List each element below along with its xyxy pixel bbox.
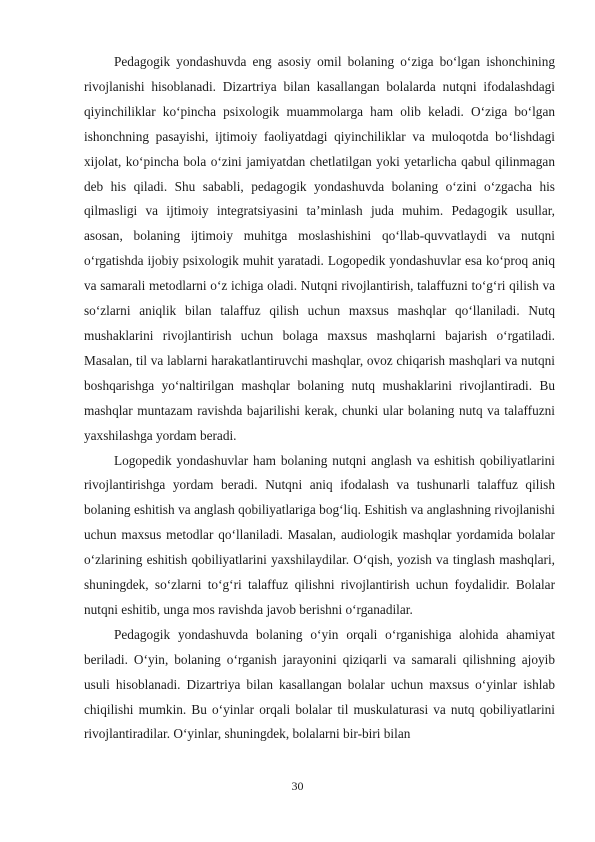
body-text: [84, 50, 555, 747]
paragraph-2: Logopedik yondashuvlar ham bolaning nutqni anglash va eshitish qobiliyatlarini rivojlantirishga yordam beradi. Nutqni aniq ifodalash va tushunarli talaffuz qilish bolaning eshitish va anglash qobiliyatlariga bog‘liq. Eshitish va anglashning rivojlanishi uchun maxsus metodlar qo‘llaniladi. Masalan, audiologik mashqlar yordamida bolalar o‘zlarining eshitish qobiliyatlarini yaxshilaydilar. O‘qish, yozish va tinglash mashqlari, shuningdek, so‘zlarni to‘g‘ri talaffuz qilishni rivojlantirish uchun foydalidir. Bolalar nutqni eshitib, unga mos ravishda javob berishni o‘rganadilar.: [84, 452, 555, 617]
page-number: 30: [291, 779, 304, 793]
paragraph-1: Pedagogik yondashuvda eng asosiy omil bolaning o‘ziga bo‘lgan ishonchining rivojlanishi hisoblanadi. Dizartriya bilan kasallangan bolalarda nutqni ifodalashdagi qiyinchiliklar ko‘pincha psixologik muammolarga ham olib keladi. O‘ziga bo‘lgan ishonchning pasayishi, ijtimoiy faoliyatdagi qiyinchiliklar va muloqotda bo‘lishdagi xijolat, ko‘pincha bola o‘zini jamiyatdan chetlatilgan yoki yetarlicha qabul qilinmagan deb his qiladi. Shu sababli, pedagogik yondashuvda bolaning o‘zini o‘zgacha his qilmasligi va ijtimoiy integratsiyasini ta’minlash juda muhim. Pedagogik usullar, asosan, bolaning ijtimoiy muhitga moslashishini qo‘llab-quvvatlaydi va nutqni o‘rgatishda ijobiy psixologik muhit yaratadi. Logopedik yondashuvlar esa ko‘proq aniq va samarali metodlarni o‘z ichiga oladi. Nutqni rivojlantirish, talaffuzni to‘g‘ri qilish va so‘zlarni aniqlik bilan talaffuz qilish uchun maxsus mashqlar qo‘llaniladi. Nutq mushaklarini rivojlantirish uchun bolaga maxsus mashqlarni bajarish o‘rgatiladi. Masalan, til va lablarni harakatlantiruvchi mashqlar, ovoz chiqarish mashqlari va nutqni boshqarishga yo‘naltirilgan mashqlar bolaning nutq mushaklarini rivojlantiradi. Bu mashqlar muntazam ravishda bajarilishi kerak, chunki ular bolaning nutq va talaffuzni yaxshilashga yordam beradi.: [84, 54, 555, 443]
paragraph-3: Pedagogik yondashuvda bolaning o‘yin orqali o‘rganishiga alohida ahamiyat beriladi. O‘yin, bolaning o‘rganish jarayonini qiziqarli va samarali qilishning ajoyib usuli hisoblanadi. Dizartriya bilan kasallangan bolalar uchun maxsus o‘yinlar ishlab chiqilishi mumkin. Bu o‘yinlar orqali bolalar til muskulaturasi va nutq qobiliyatlarini rivojlantiradilar. O‘yinlar, shuningdek, bolalarni bir-biri bilan: [84, 626, 555, 742]
